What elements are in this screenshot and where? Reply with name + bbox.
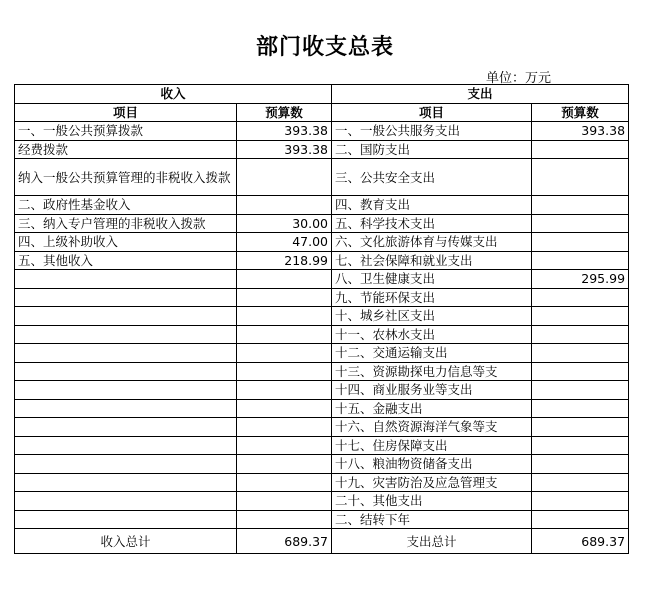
income-value-cell <box>237 492 332 511</box>
income-item-cell: 纳入一般公共预算管理的非税收入拨款 <box>15 159 237 196</box>
income-value-cell <box>237 325 332 344</box>
table-row <box>15 140 629 159</box>
income-item-cell <box>15 492 237 511</box>
expense-item-cell: 十五、金融支出 <box>332 399 532 418</box>
income-item-cell <box>15 510 237 529</box>
expense-item-cell: 二、国防支出 <box>332 140 532 159</box>
expense-value-cell <box>532 473 629 492</box>
income-value-cell <box>237 196 332 215</box>
income-item-cell <box>15 455 237 474</box>
expense-value-cell <box>532 436 629 455</box>
expense-value-cell <box>532 233 629 252</box>
income-value-cell <box>237 344 332 363</box>
table-row <box>15 362 629 381</box>
income-item-cell <box>15 399 237 418</box>
income-value-cell <box>237 362 332 381</box>
income-item-cell <box>15 473 237 492</box>
expense-item-cell: 十六、自然资源海洋气象等支 <box>332 418 532 437</box>
expense-value-cell <box>532 399 629 418</box>
income-value-cell <box>237 270 332 289</box>
expense-value-cell <box>532 455 629 474</box>
table-row <box>15 344 629 363</box>
income-value-cell: 393.38 <box>237 122 332 141</box>
table-row <box>15 270 629 289</box>
expense-item-cell: 十七、住房保障支出 <box>332 436 532 455</box>
expense-item-cell: 三、公共安全支出 <box>332 159 532 196</box>
table-row <box>15 510 629 529</box>
page-title: 部门收支总表 <box>255 34 394 60</box>
expense-item-header: 项目 <box>332 103 532 122</box>
income-value-cell: 393.38 <box>237 140 332 159</box>
income-item-cell <box>15 325 237 344</box>
expense-value-cell <box>532 381 629 400</box>
table-row <box>15 455 629 474</box>
expense-value-cell <box>532 140 629 159</box>
expense-value-cell: 295.99 <box>532 270 629 289</box>
income-value-cell <box>237 381 332 400</box>
income-item-cell: 三、纳入专户管理的非税收入拨款 <box>15 214 237 233</box>
expense-item-cell: 十八、粮油物资储备支出 <box>332 455 532 474</box>
table-row <box>15 436 629 455</box>
expense-value-cell <box>532 344 629 363</box>
income-item-cell <box>15 307 237 326</box>
section-header-row <box>15 85 629 104</box>
income-item-cell <box>15 381 237 400</box>
table-row <box>15 233 629 252</box>
table-row <box>15 473 629 492</box>
income-value-cell: 218.99 <box>237 251 332 270</box>
expense-value-cell <box>532 492 629 511</box>
column-header-row <box>15 103 629 122</box>
income-item-cell <box>15 418 237 437</box>
expense-item-cell: 十四、商业服务业等支出 <box>332 381 532 400</box>
income-total-value: 689.37 <box>237 529 332 554</box>
income-value-cell <box>237 288 332 307</box>
income-item-cell <box>15 270 237 289</box>
expense-budget-header: 预算数 <box>532 103 629 122</box>
expense-value-cell <box>532 510 629 529</box>
income-item-cell: 二、政府性基金收入 <box>15 196 237 215</box>
income-item-cell: 一、一般公共预算拨款 <box>15 122 237 141</box>
table-row <box>15 196 629 215</box>
table-row <box>15 399 629 418</box>
income-value-cell <box>237 436 332 455</box>
table-row <box>15 159 629 196</box>
income-value-cell <box>237 455 332 474</box>
expense-item-cell: 八、卫生健康支出 <box>332 270 532 289</box>
expense-value-cell <box>532 362 629 381</box>
income-item-cell: 五、其他收入 <box>15 251 237 270</box>
expense-item-cell: 二、结转下年 <box>332 510 532 529</box>
table-row <box>15 122 629 141</box>
income-item-header: 项目 <box>15 103 237 122</box>
table-row <box>15 418 629 437</box>
expense-value-cell <box>532 288 629 307</box>
income-item-cell: 四、上级补助收入 <box>15 233 237 252</box>
expense-total-label: 支出总计 <box>332 529 532 554</box>
expense-value-cell <box>532 307 629 326</box>
expense-value-cell <box>532 325 629 344</box>
expense-item-cell: 一、一般公共服务支出 <box>332 122 532 141</box>
income-item-cell <box>15 288 237 307</box>
table-row <box>15 381 629 400</box>
expense-value-cell <box>532 159 629 196</box>
income-header: 收入 <box>15 85 332 104</box>
income-value-cell <box>237 159 332 196</box>
table-row <box>15 251 629 270</box>
income-item-cell <box>15 362 237 381</box>
expense-value-cell: 393.38 <box>532 122 629 141</box>
income-value-cell: 47.00 <box>237 233 332 252</box>
expense-value-cell <box>532 418 629 437</box>
expense-item-cell: 七、社会保障和就业支出 <box>332 251 532 270</box>
income-item-cell: 经费拨款 <box>15 140 237 159</box>
expense-header: 支出 <box>332 85 629 104</box>
expense-item-cell: 十一、农林水支出 <box>332 325 532 344</box>
income-value-cell <box>237 307 332 326</box>
income-value-cell: 30.00 <box>237 214 332 233</box>
table-row <box>15 307 629 326</box>
income-value-cell <box>237 399 332 418</box>
income-total-label: 收入总计 <box>15 529 237 554</box>
table-row <box>15 214 629 233</box>
expense-item-cell: 六、文化旅游体育与传媒支出 <box>332 233 532 252</box>
expense-item-cell: 二十、其他支出 <box>332 492 532 511</box>
expense-item-cell: 五、科学技术支出 <box>332 214 532 233</box>
budget-table <box>14 84 629 554</box>
income-value-cell <box>237 473 332 492</box>
expense-item-cell: 十三、资源勘探电力信息等支 <box>332 362 532 381</box>
income-item-cell <box>15 436 237 455</box>
expense-item-cell: 九、节能环保支出 <box>332 288 532 307</box>
expense-item-cell: 十九、灾害防治及应急管理支 <box>332 473 532 492</box>
unit-label: 单位：万元 <box>486 71 552 86</box>
income-budget-header: 预算数 <box>237 103 332 122</box>
table-row <box>15 325 629 344</box>
expense-item-cell: 四、教育支出 <box>332 196 532 215</box>
expense-value-cell <box>532 214 629 233</box>
expense-item-cell: 十二、交通运输支出 <box>332 344 532 363</box>
income-value-cell <box>237 510 332 529</box>
total-row <box>15 529 629 554</box>
income-item-cell <box>15 344 237 363</box>
expense-value-cell <box>532 196 629 215</box>
income-value-cell <box>237 418 332 437</box>
expense-total-value: 689.37 <box>532 529 629 554</box>
expense-item-cell: 十、城乡社区支出 <box>332 307 532 326</box>
table-row <box>15 492 629 511</box>
table-row <box>15 288 629 307</box>
expense-value-cell <box>532 251 629 270</box>
